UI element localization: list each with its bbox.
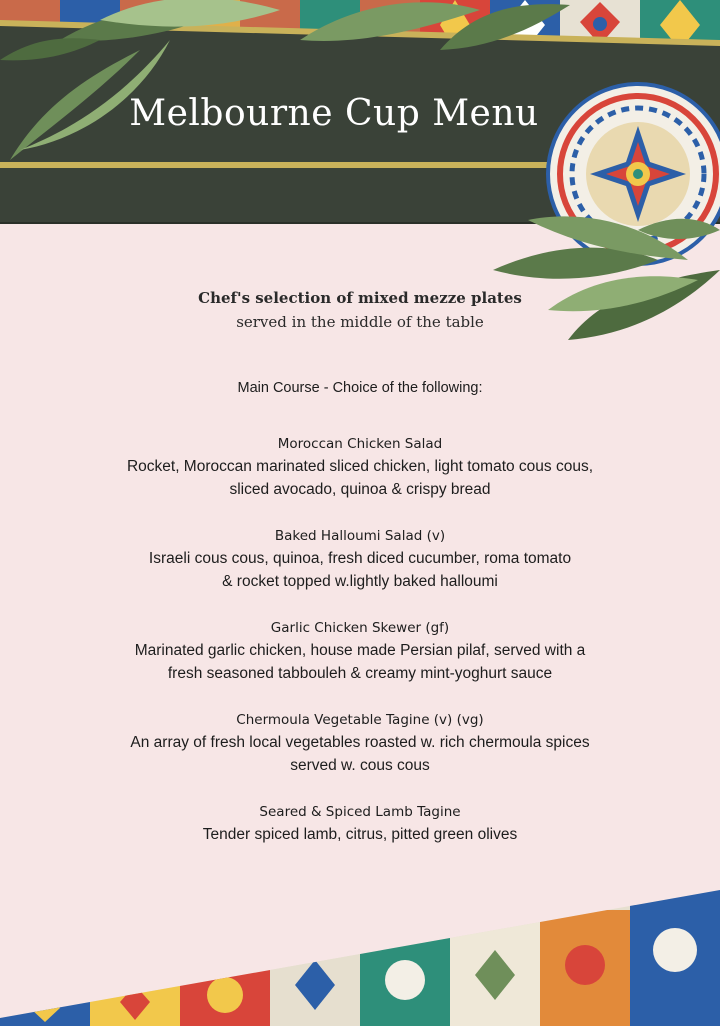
dish-description: Marinated garlic chicken, house made Persian pilaf, served with a — [134, 642, 586, 659]
dish-item — [60, 709, 660, 777]
dish-item — [60, 801, 660, 846]
leaf-decoration-top — [280, 0, 580, 60]
menu-content — [60, 286, 660, 846]
dish-description: & rocket topped w.lightly baked halloumi — [222, 573, 498, 590]
dish-description: An array of fresh local vegetables roasted w. rich chermoula spices — [130, 734, 590, 751]
bottom-tile-strip — [0, 890, 720, 1026]
main-course-heading: Main Course - Choice of the following: — [237, 380, 483, 396]
dish-description: Tender spiced lamb, citrus, pitted green olives — [202, 826, 518, 843]
dish-name: Seared & Spiced Lamb Tagine — [259, 804, 461, 820]
dish-description: fresh seasoned tabbouleh & creamy mint-yoghurt sauce — [167, 665, 553, 682]
dish-name: Baked Halloumi Salad (v) — [274, 528, 446, 544]
dish-description: sliced avocado, quinoa & crispy bread — [229, 481, 491, 498]
dish-item — [60, 433, 660, 501]
dish-description: served w. cous cous — [290, 757, 430, 774]
dish-item — [60, 617, 660, 685]
leaf-decoration-left — [0, 0, 300, 170]
intro-line-1: Chef's selection of mixed mezze plates — [198, 289, 522, 307]
dish-name: Moroccan Chicken Salad — [277, 436, 443, 452]
page-title: Melbourne Cup Menu — [129, 93, 539, 134]
dish-name: Garlic Chicken Skewer (gf) — [270, 620, 450, 636]
dish-description: Rocket, Moroccan marinated sliced chicken, light tomato cous cous, — [126, 458, 594, 475]
dish-name: Chermoula Vegetable Tagine (v) (vg) — [236, 712, 484, 728]
dish-item — [60, 525, 660, 593]
dish-description: Israeli cous cous, quinoa, fresh diced cucumber, roma tomato — [148, 550, 572, 567]
intro-line-2: served in the middle of the table — [236, 313, 484, 331]
